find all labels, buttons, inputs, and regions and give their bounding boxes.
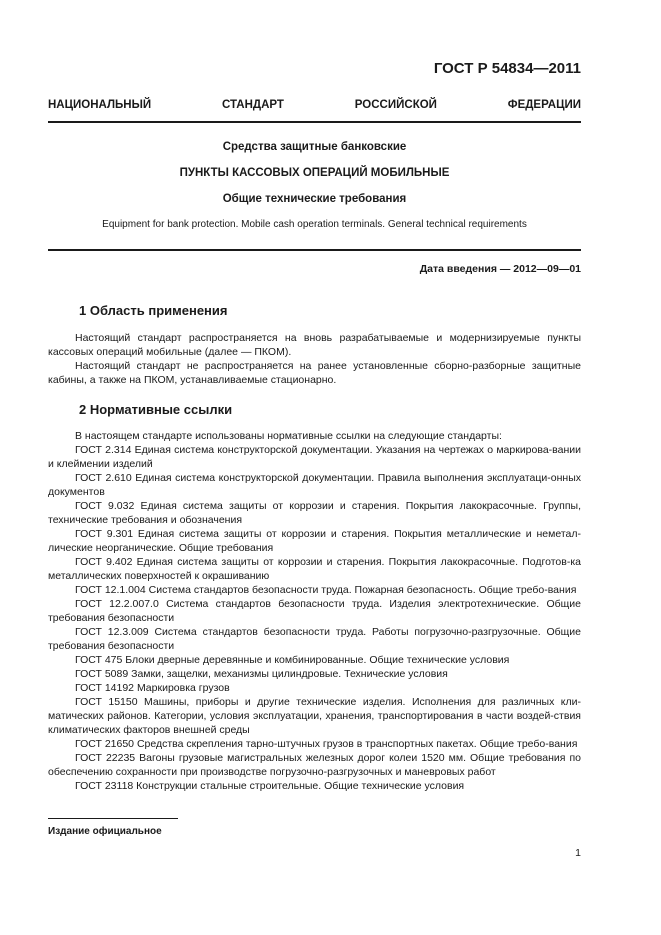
- banner-word: ФЕДЕРАЦИИ: [507, 99, 581, 111]
- reference-item: ГОСТ 12.2.007.0 Система стандартов безопасности труда. Изделия электротехнические. Общие требования безопасности: [48, 598, 581, 624]
- reference-item: ГОСТ 9.301 Единая система защиты от коррозии и старения. Покрытия металлические и неметал-лические неорганические. Общие требования: [48, 528, 581, 554]
- reference-item: ГОСТ 21650 Средства скрепления тарно-штучных грузов в транспортных пакетах. Общие требо-вания: [75, 738, 578, 750]
- reference-item: ГОСТ 23118 Конструкции стальные строительные. Общие технические условия: [75, 780, 465, 792]
- title-divider: [48, 249, 581, 251]
- section-1-body: [48, 331, 581, 387]
- reference-item: ГОСТ 9.032 Единая система защиты от коррозии и старения. Покрытия лакокрасочные. Группы, технические требования и обозначения: [48, 500, 581, 526]
- introduction-date: Дата введения — 2012—09—01: [419, 263, 581, 275]
- reference-item: ГОСТ 475 Блоки дверные деревянные и комбинированные. Общие технические условия: [75, 654, 510, 666]
- reference-item: ГОСТ 14192 Маркировка грузов: [75, 682, 230, 694]
- banner-word: СТАНДАРТ: [221, 99, 284, 111]
- section-2-body: [48, 429, 581, 793]
- reference-item: ГОСТ 5089 Замки, защелки, механизмы цилиндровые. Технические условия: [75, 668, 448, 680]
- page-number: 1: [575, 847, 581, 859]
- banner-word: РОССИЙСКОЙ: [354, 99, 437, 111]
- top-divider: [48, 121, 581, 123]
- section-1-heading: 1 Область применения: [79, 303, 228, 318]
- paragraph: Настоящий стандарт не распространяется на ранее установленные сборно-разборные защитные кабины, а также на ПКОМ, устанавливаемые стационарно.: [48, 360, 581, 386]
- title-line-3: Общие технические требования: [222, 193, 407, 205]
- footer-divider: [48, 818, 178, 819]
- title-line-1: Средства защитные банковские: [222, 141, 407, 153]
- reference-item: ГОСТ 22235 Вагоны грузовые магистральных железных дорог колеи 1520 мм. Общие требования по обеспечению сохранности при производстве погрузочно-разгрузочных и маневровых работ: [48, 752, 581, 778]
- reference-item: ГОСТ 12.3.009 Система стандартов безопасности труда. Работы погрузочно-разгрузочные. Общие требования безопасности: [48, 626, 581, 652]
- standard-number: ГОСТ Р 54834—2011: [433, 60, 581, 77]
- title-line-2: ПУНКТЫ КАССОВЫХ ОПЕРАЦИЙ МОБИЛЬНЫЕ: [179, 167, 450, 179]
- paragraph: В настоящем стандарте использованы нормативные ссылки на следующие стандарты:: [75, 430, 502, 442]
- official-edition-label: Издание официальное: [48, 826, 162, 837]
- section-2-heading: 2 Нормативные ссылки: [79, 402, 233, 417]
- reference-item: ГОСТ 12.1.004 Система стандартов безопасности труда. Пожарная безопасность. Общие требо-вания: [75, 584, 577, 596]
- paragraph: Настоящий стандарт распространяется на вновь разрабатываемые и модернизируемые пункты кассовых операций мобильные (далее — ПКОМ).: [48, 332, 581, 358]
- reference-item: ГОСТ 15150 Машины, приборы и другие технические изделия. Исполнения для различных кли-матических районов. Категории, условия эксплуатации, хранения, транспортирования в части воздей-ствия климатических факторов внешней среды: [48, 696, 581, 736]
- national-standard-banner: [48, 99, 581, 111]
- reference-item: ГОСТ 2.314 Единая система конструкторской документации. Указания на чертежах о маркирова-вании и клеймении изделий: [48, 444, 581, 470]
- title-english: Equipment for bank protection. Mobile cash operation terminals. General technical requirements: [102, 219, 527, 230]
- reference-item: ГОСТ 2.610 Единая система конструкторской документации. Правила выполнения эксплуатаци-онных документов: [48, 472, 581, 498]
- reference-item: ГОСТ 9.402 Единая система защиты от коррозии и старения. Покрытия лакокрасочные. Подготов-ка металлических поверхностей к окрашиванию: [48, 556, 581, 582]
- banner-word: НАЦИОНАЛЬНЫЙ: [48, 99, 152, 111]
